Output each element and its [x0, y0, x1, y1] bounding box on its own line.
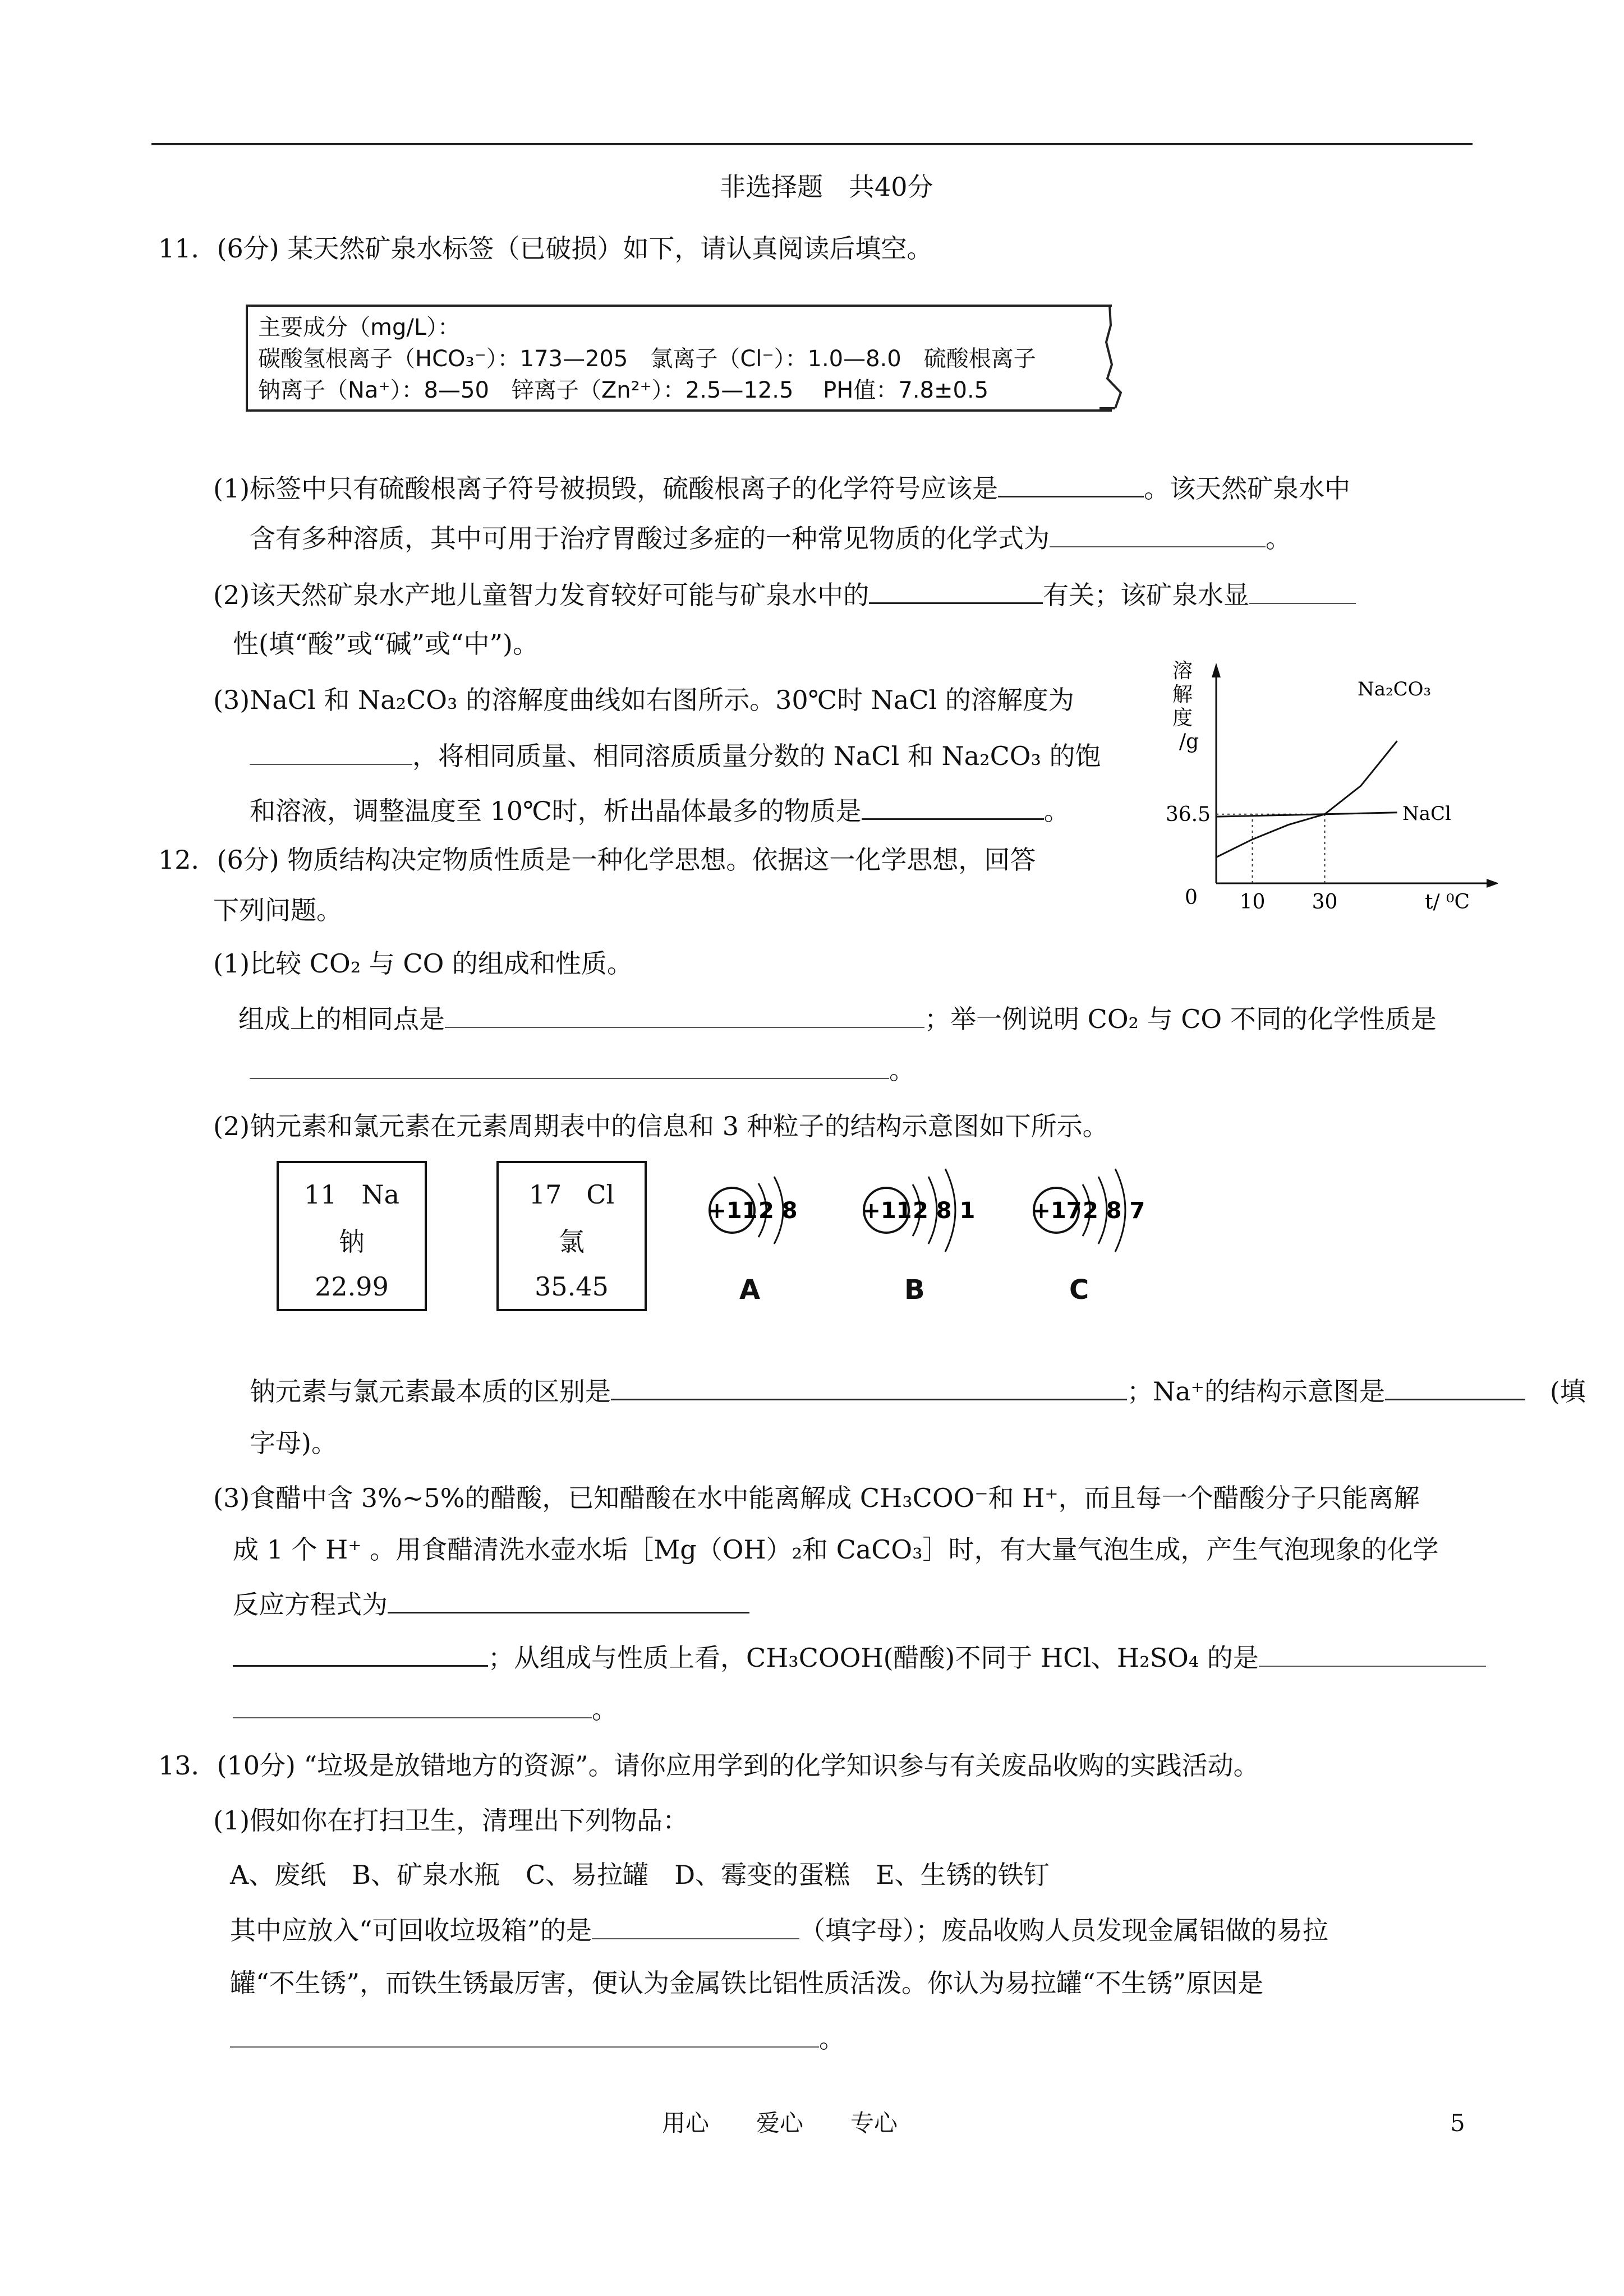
q12-2-text-b: ；Na⁺的结构示意图是 [1127, 1376, 1385, 1407]
q11-stem: 11．(6分) 某天然矿泉水标签（已破损）如下，请认真阅读后填空。 [158, 233, 933, 264]
origin-label: 0 [1185, 886, 1198, 909]
chlorine-mass: 35.45 [535, 1271, 609, 1302]
q11-2-text-a: (2)该天然矿泉水产地儿童智力发育较好可能与矿泉水中的 [213, 580, 869, 610]
q13-1-text-d: 。 [819, 2023, 845, 2054]
y-axis-arrow-icon [1212, 663, 1221, 677]
q12-3-blank-a[interactable] [388, 1587, 749, 1613]
chlorine-name: 氯 [559, 1227, 585, 1257]
shell-counts-a: 2 8 [758, 1198, 798, 1224]
atom-label-a: A [739, 1274, 761, 1306]
q11-1-line1 [213, 471, 1350, 505]
sodium-card-header [279, 1179, 425, 1211]
q11-2-text-b: 有关；该矿泉水显 [1043, 580, 1250, 610]
q12-3-line5 [233, 1693, 618, 1726]
q13-stem: 13．(10分) “垃圾是放错地方的资源”。请你应用学到的化学知识参与有关废品收购的实践活动。 [158, 1750, 1259, 1781]
sodium-symbol: Na [361, 1179, 400, 1210]
q12-3-text-e: 。 [592, 1694, 618, 1725]
q11-1-line2 [250, 522, 1291, 555]
series-line-nacl [1216, 813, 1397, 817]
nucleus-charge-b: +11 [862, 1198, 912, 1224]
nucleus-charge-c: +17 [1032, 1198, 1082, 1224]
q12-3-line3 [233, 1587, 749, 1621]
torn-edge-icon [1099, 303, 1133, 412]
mineral-water-label [246, 305, 1112, 412]
q12-1-text-c: 。 [889, 1055, 915, 1085]
chlorine-card-header [499, 1179, 645, 1211]
q12-2-line2: 字母)。 [250, 1428, 337, 1458]
q11-1-blank-a[interactable] [998, 471, 1144, 497]
q12-1-text-b: ；举一例说明 CO₂ 与 CO 不同的化学性质是 [924, 1004, 1437, 1034]
shell-counts-b: 2 8 1 [913, 1198, 976, 1224]
atom-diagram-b [850, 1167, 1001, 1262]
q13-items: A、废纸 B、矿泉水瓶 C、易拉罐 D、霉变的蛋糕 E、生锈的铁钉 [230, 1860, 1050, 1890]
series-label-na2co3: Na₂CO₃ [1358, 678, 1432, 700]
footer-motto: 用心 爱心 专心 [662, 2109, 898, 2137]
sodium-atomic-number: 11 [303, 1179, 337, 1210]
label-line-3: 钠离子（Na⁺）：8—50 锌离子（Zn²⁺）：2.5—12.5 PH值：7.8±0.5 [258, 377, 989, 403]
q12-1-line2 [238, 1002, 1437, 1036]
q12-3-blank-c[interactable] [1259, 1641, 1486, 1667]
page-number: 5 [1450, 2109, 1465, 2137]
x-tick-label-30: 30 [1312, 891, 1338, 914]
q13-1-line3 [230, 2022, 845, 2055]
q12-3-blank-b[interactable] [233, 1640, 488, 1667]
q11-2-blank-b[interactable] [1249, 578, 1356, 604]
series-line-na2co3 [1216, 741, 1397, 857]
sodium-element-card [277, 1161, 427, 1311]
q12-3-line1: (3)食醋中含 3%~5%的醋酸，已知醋酸在水中能离解成 CH₃COO⁻和 H⁺，而且每一个醋酸分子只能离解 [213, 1483, 1420, 1513]
atom-label-c: C [1069, 1274, 1089, 1306]
q12-3-line2: 成 1 个 H⁺ 。用食醋清洗水壶水垢［Mg（OH）₂和 CaCO₃］时，有大量气泡生成，产生气泡现象的化学 [233, 1534, 1439, 1565]
q11-3-line3 [250, 794, 1070, 828]
y-axis-label: 溶解度/g [1172, 660, 1199, 753]
q12-2-line1 [250, 1374, 1586, 1408]
q12-1-text-a: 组成上的相同点是 [238, 1004, 445, 1034]
q11-1-text-a: (1)标签中只有硫酸根离子符号被损毁，硫酸根离子的化学符号应该是 [213, 473, 999, 504]
q12-2-text-c: (填 [1549, 1376, 1586, 1407]
q12-1-line3 [250, 1053, 915, 1087]
q11-3-blank-b[interactable] [862, 794, 1044, 820]
q11-1-text-b: 。该天然矿泉水中 [1144, 473, 1351, 504]
q12-2-blank-b[interactable] [1385, 1374, 1525, 1400]
q11-3-blank-a[interactable] [250, 739, 412, 765]
q12-2-text-a: 钠元素与氯元素最本质的区别是 [250, 1376, 611, 1407]
q11-3-text-d: 。 [1043, 796, 1070, 826]
q12-1-blank-a[interactable] [445, 1002, 924, 1028]
q12-2-blank-a[interactable] [611, 1374, 1127, 1400]
q13-1-blank-b[interactable] [230, 2022, 819, 2048]
x-tick-label-10: 10 [1239, 891, 1266, 914]
q11-3-line2 [250, 739, 1101, 773]
atom-label-b: B [904, 1274, 925, 1306]
atom-diagram-a [696, 1172, 830, 1262]
q13-1: (1)假如你在打扫卫生，清理出下列物品： [213, 1805, 689, 1836]
chlorine-atomic-number: 17 [528, 1179, 562, 1210]
q12-3-text-d: ；从组成与性质上看，CH₃COOH(醋酸)不同于 HCl、H₂SO₄ 的是 [488, 1643, 1259, 1673]
q13-1-text-b: （填字母）；废品收购人员发现金属铝做的易拉 [799, 1915, 1329, 1945]
q12-3-line4 [233, 1640, 1486, 1675]
sodium-name: 钠 [339, 1227, 365, 1257]
q12-3-text-c: 反应方程式为 [233, 1589, 388, 1620]
label-line-2: 碳酸氢根离子（HCO₃⁻）：173—205 氯离子（Cl⁻）：1.0—8.0 硫酸根离子 [258, 346, 1036, 372]
chlorine-element-card [496, 1161, 647, 1311]
q12-stem-1: 12．(6分) 物质结构决定物质性质是一种化学思想。依据这一化学思想，回答 [158, 845, 1036, 875]
header-rule [151, 143, 1473, 145]
q12-stem-2: 下列问题。 [213, 895, 342, 925]
q12-2: (2)钠元素和氯元素在元素周期表中的信息和 3 种粒子的结构示意图如下所示。 [213, 1111, 1108, 1141]
q13-1-line1 [230, 1914, 1328, 1947]
label-line-1: 主要成分（mg/L）： [258, 315, 461, 340]
section-title: 非选择题 共40分 [720, 172, 933, 202]
q13-1-line2: 罐“不生锈”，而铁生锈最厉害，便认为金属铁比铝性质活泼。你认为易拉罐“不生锈”原因是 [230, 1968, 1264, 1998]
y-tick-label: 36.5 [1165, 803, 1211, 826]
q12-1: (1)比较 CO₂ 与 CO 的组成和性质。 [213, 948, 633, 979]
chlorine-symbol: Cl [586, 1179, 615, 1210]
x-axis-label: t/ ⁰C [1425, 891, 1470, 914]
q11-2-line2: 性(填“酸”或“碱”或“中”)。 [233, 629, 539, 659]
x-axis-arrow-icon [1487, 879, 1498, 888]
q12-1-blank-b[interactable] [250, 1053, 889, 1079]
series-label-nacl: NaCl [1402, 803, 1451, 825]
q11-3-line1: (3)NaCl 和 Na₂CO₃ 的溶解度曲线如右图所示。30℃时 NaCl 的溶解度为 [213, 685, 1074, 715]
shell-counts-c: 2 8 7 [1083, 1198, 1145, 1224]
q12-3-blank-d[interactable] [233, 1693, 592, 1718]
nucleus-charge-a: +11 [707, 1198, 758, 1224]
q11-3-text-b: ，将相同质量、相同溶质质量分数的 NaCl 和 Na₂CO₃ 的饱 [412, 741, 1101, 771]
q11-1-blank-b[interactable] [1050, 522, 1266, 547]
q11-1-text-c: 含有多种溶质，其中可用于治疗胃酸过多症的一种常见物质的化学式为 [250, 523, 1050, 554]
q13-1-blank-a[interactable] [592, 1914, 799, 1939]
q11-1-text-d: 。 [1266, 523, 1291, 554]
sodium-mass: 22.99 [315, 1271, 389, 1302]
solubility-chart [1150, 656, 1498, 914]
q13-1-text-a: 其中应放入“可回收垃圾箱”的是 [230, 1915, 592, 1945]
q11-2-line1 [213, 578, 1356, 612]
q11-2-blank-a[interactable] [869, 578, 1043, 604]
atom-diagram-c [1020, 1167, 1171, 1262]
q11-3-text-c: 和溶液，调整温度至 10℃时，析出晶体最多的物质是 [250, 796, 862, 826]
